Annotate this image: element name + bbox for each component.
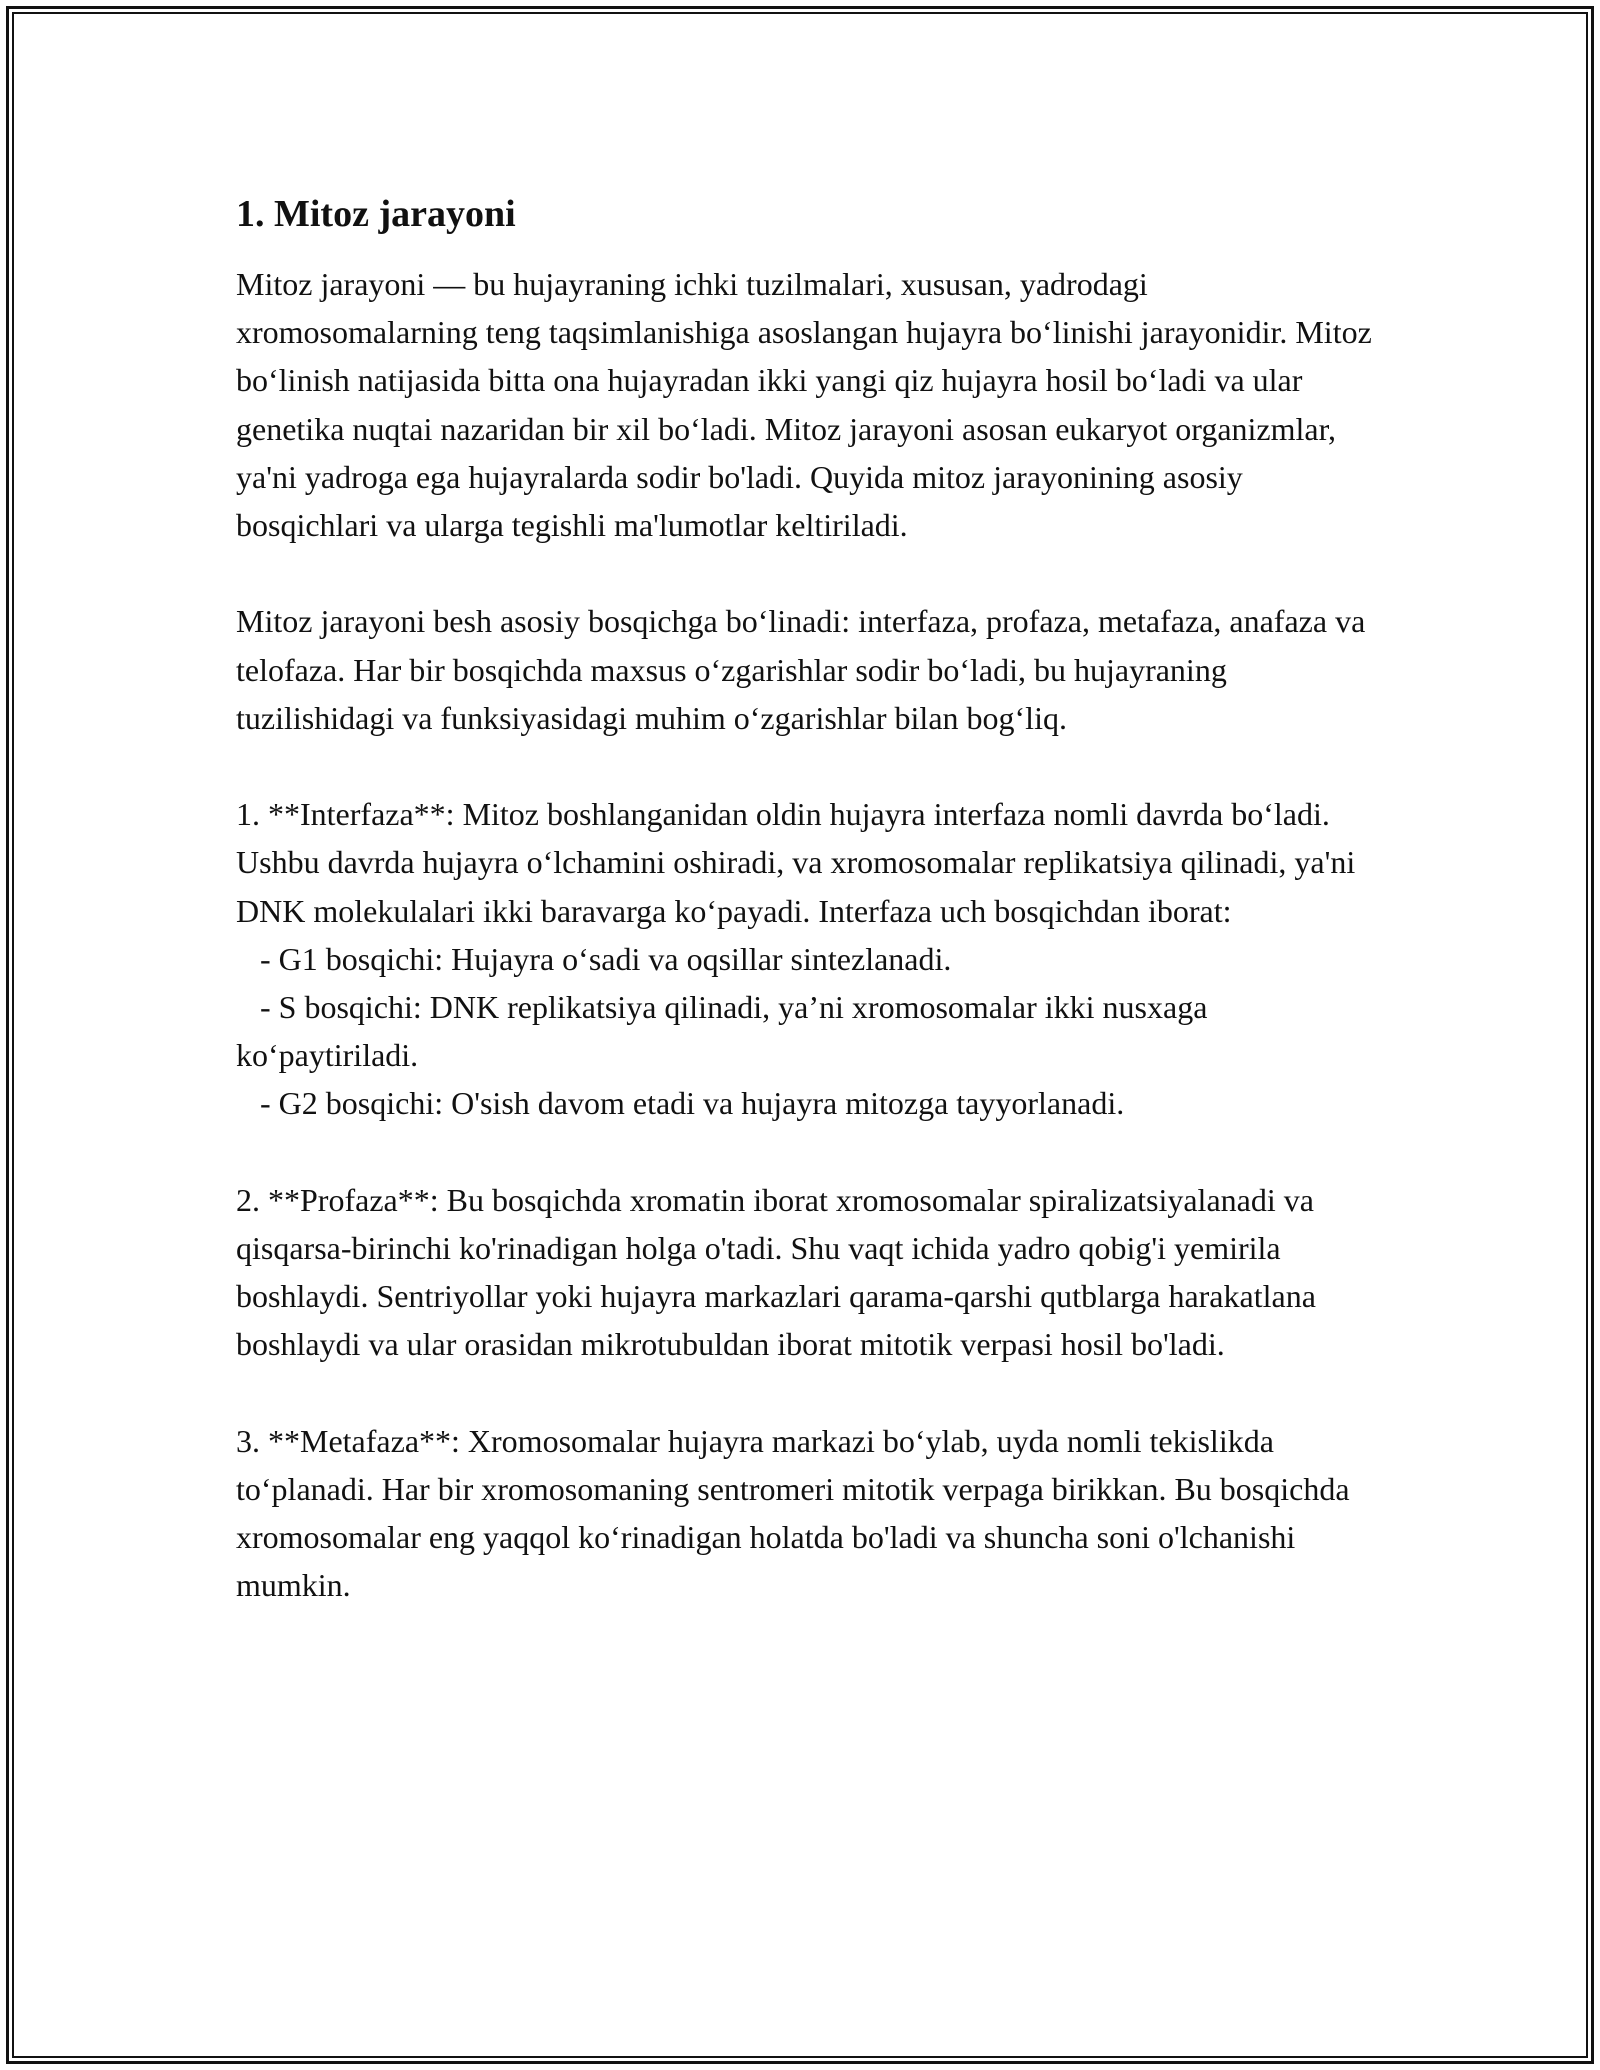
stage-interfaza [236,790,1376,1127]
stage-subitem-s [236,983,1376,1079]
stage-subitem-s-text: - S bosqichi: DNK replikatsiya qilinadi, ya’ni xromosomalar ikki nusxaga ko‘paytiriladi. [236,989,1208,1074]
document-body [236,186,1376,1610]
paragraph-gap [236,742,1376,790]
page-title: 1. Mitoz jarayoni [236,193,516,235]
intro-paragraph-2: Mitoz jarayoni besh asosiy bosqichga bo‘linadi: interfaza, profaza, metafaza, anafaza va telofaza. Har bir bosqichda maxsus o‘zgarishlar sodir bo‘ladi, bu hujayraning tuzilishidagi va funksiyasidagi muhim o‘zgarishlar bilan bog‘liq. [236,603,1366,736]
intro-paragraph-1: Mitoz jarayoni — bu hujayraning ichki tuzilmalari, xususan, yadrodagi xromosomalarning teng taqsimlanishiga asoslangan hujayra bo‘linishi jarayonidir. Mitoz bo‘linish natijasida bitta ona hujayradan ikki yangi qiz hujayra hosil bo‘ladi va ular genetika nuqtai nazaridan bir xil bo‘ladi. Mitoz jarayoni asosan eukaryot organizmlar, ya'ni yadroga ega hujayralarda sodir bo'ladi. Quyida mitoz jarayonining asosiy bosqichlari va ularga tegishli ma'lumotlar keltiriladi. [236,266,1372,544]
stage-metafaza: 3. **Metafaza**: Xromosomalar hujayra markazi bo‘ylab, uyda nomli tekislikda to‘planadi. Har bir xromosomaning sentromeri mitotik verpaga birikkan. Bu bosqichda xromosomalar eng yaqqol ko‘rinadigan holatda bo'ladi va shuncha soni o'lchanishi mumkin. [236,1422,1350,1604]
paragraph-gap [236,1128,1376,1176]
paragraph-gap [236,1369,1376,1417]
stage-subitem-g2: - G2 bosqichi: O'sish davom etadi va hujayra mitozga tayyorlanadi. [260,1085,1125,1122]
stage-profaza: 2. **Profaza**: Bu bosqichda xromatin iborat xromosomalar spiralizatsiyalanadi va qisqarsa-birinchi ko'rinadigan holga o'tadi. Shu vaqt ichida yadro qobig'i yemirila boshlaydi. Sentriyollar yoki hujayra markazlari qarama-qarshi qutblarga harakatlana boshlaydi va ular orasidan mikrotubuldan iborat mitotik verpasi hosil bo'ladi. [236,1181,1316,1363]
stage-subitem-g1: - G1 bosqichi: Hujayra o‘sadi va oqsillar sintezlanadi. [260,940,952,977]
paragraph-gap [236,549,1376,597]
stage-paragraph: 1. **Interfaza**: Mitoz boshlanganidan oldin hujayra interfaza nomli davrda bo‘ladi. Ushbu davrda hujayra o‘lchamini oshiradi, va xromosomalar replikatsiya qilinadi, ya'ni DNK molekulalari ikki baravarga ko‘payadi. Interfaza uch bosqichdan iborat: [236,796,1356,929]
